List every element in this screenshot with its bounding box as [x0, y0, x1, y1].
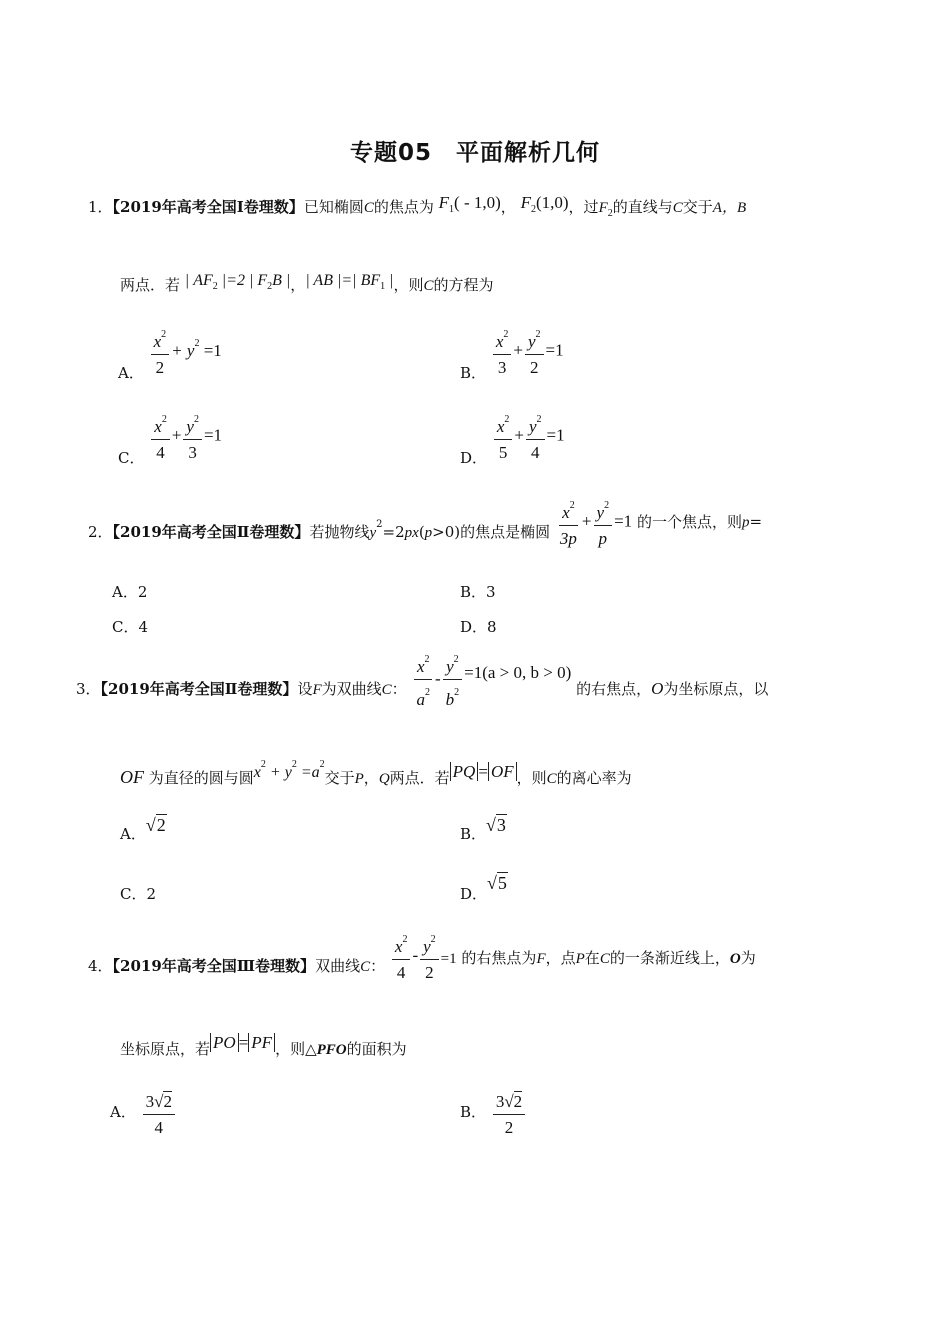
question-1-line-2: 两点．若 | $AF_2$ |=2 | $F_2B$ |，| AB |=| $BF_1$ |，则C的方程为 — [120, 272, 494, 294]
question-number: 1． — [88, 198, 113, 216]
condition-abs: PQ = OF — [450, 762, 517, 781]
q2-option-d[interactable]: D．8 — [460, 618, 497, 636]
hyperbola-equation: $\frac{x^2}{4}$ — [392, 930, 411, 983]
q1-option-d[interactable]: D． $\frac{x^2}{5}$ + $\frac{y^2}{4}$ =1 — [460, 410, 565, 463]
q4-option-b[interactable]: B． $\frac{3√2}{2}$ — [460, 1092, 527, 1138]
question-3-line-2: OF 为直径的圆与圆$x^2 + y^2 =a^2$交于P，Q两点．若 PQ = OF ，则C的离心率为 — [120, 759, 632, 787]
focus-f1: $F_1( - 1,0)$ — [438, 193, 501, 215]
condition-1: | $AF_2$ |=2 | $F_2B$ | — [184, 272, 291, 292]
q1-option-c[interactable]: C． $\frac{x^2}{4}$ + $\frac{y^2}{3}$ =1 — [118, 410, 222, 463]
q3-option-c[interactable]: C．2 — [120, 885, 157, 903]
q3-option-b[interactable]: B．√3 — [460, 815, 506, 843]
q1-option-b[interactable]: B． $\frac{x^2}{3}$ + $\frac{y^2}{2}$ =1 — [460, 325, 564, 378]
condition-abs: PO = PF — [210, 1033, 275, 1052]
hyperbola-equation: $\frac{x^2}{a^2}$ — [413, 650, 433, 710]
question-1-line-1: 1．【2019年高考全国Ⅰ卷理数】已知椭圆C的焦点为 $F_1( - 1,0)$， $F_2(1,0)$，过$F_2$的直线与C交于A，B — [88, 193, 747, 219]
page-title: 专题05 平面解析几何 — [349, 140, 600, 166]
q3-option-a[interactable]: A．√2 — [120, 815, 166, 843]
question-2-line-1: 2．【2019年高考全国Ⅱ卷理数】若抛物线y2=2px(p>0)的焦点是椭圆 $\frac{x^2}{3p}$ + $\frac{y^2}{p}$ =1 的一个焦点，则p= — [88, 496, 762, 549]
q2-option-c[interactable]: C．4 — [112, 618, 149, 636]
condition-2: | AB |=| $BF_1$ | — [305, 272, 394, 292]
q4-option-a[interactable]: A． $\frac{3√2}{4}$ — [110, 1092, 177, 1138]
circle-equation: $x^2 + y^2 =a^2$ — [253, 759, 325, 781]
q2-option-b[interactable]: B．3 — [460, 583, 496, 601]
question-3-line-1: 3．【2019年高考全国Ⅱ卷理数】设F为双曲线C： $\frac{x^2}{a^2}$ - $\frac{y^2}{b^2}$ =1(a > 0, b > 0) 的右焦点，O为坐标原点，以 — [76, 650, 768, 710]
q2-option-a[interactable]: A．2 — [112, 583, 148, 601]
q3-option-d[interactable]: D．√5 — [460, 873, 507, 903]
question-4-line-1: 4．【2019年高考全国Ⅲ卷理数】双曲线C： $\frac{x^2}{4}$ - $\frac{y^2}{2}$ =1 的右焦点为F，点P在C的一条渐近线上，O为 — [88, 930, 756, 983]
focus-f2: $F_2(1,0)$ — [520, 193, 569, 215]
question-4-line-2: 坐标原点，若 PO = PF ，则△PFO的面积为 — [120, 1033, 407, 1058]
q1-option-a[interactable]: A． $\frac{x^2}{2}$ + $y^2 =1$ — [118, 325, 222, 378]
question-source: 【2019年高考全国Ⅰ卷理数】 — [112, 198, 304, 216]
ellipse-equation: $\frac{x^2}{3p}$ — [557, 496, 580, 549]
